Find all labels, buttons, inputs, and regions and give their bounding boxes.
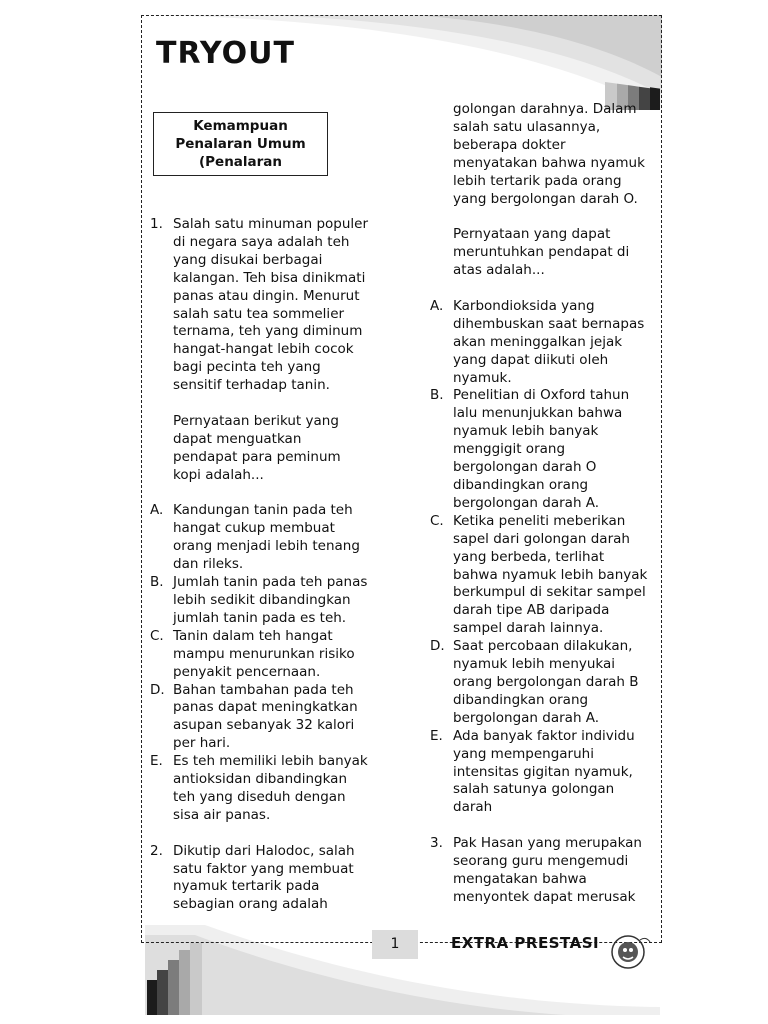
- question-number: 3.: [430, 835, 443, 852]
- option-b[interactable]: [150, 574, 385, 628]
- text-line: Pak Hasan yang merupakan: [453, 835, 642, 852]
- text-line: satu faktor yang membuat: [173, 860, 354, 877]
- text-line: hangat cukup membuat: [173, 520, 335, 537]
- option-d[interactable]: [430, 638, 662, 728]
- text-line: beberapa dokter: [453, 136, 566, 153]
- question-number: 2.: [150, 842, 163, 859]
- text-line: menggigit orang: [453, 441, 566, 458]
- text-line: seorang guru mengemudi: [453, 853, 629, 870]
- text-line: yang bergolongan darah O.: [453, 190, 638, 207]
- text-line: Saat percobaan dilakukan,: [453, 638, 633, 655]
- text-line: menyatakan bahwa nyamuk: [453, 154, 645, 171]
- option-letter: A.: [150, 502, 164, 519]
- text-line: teh yang diseduh dengan: [173, 788, 346, 805]
- prompt-line: atas adalah...: [453, 262, 545, 279]
- section-label-line: Kemampuan: [193, 118, 288, 134]
- text-line: mampu menurunkan risiko: [173, 645, 355, 662]
- option-a[interactable]: [150, 502, 385, 574]
- option-text: [453, 638, 662, 728]
- prompt-line: dapat menguatkan: [173, 430, 302, 447]
- text-line: Jumlah tanin pada teh panas: [173, 574, 368, 591]
- text-line: sebagian orang adalah: [173, 896, 328, 913]
- text-line: jumlah tanin pada es teh.: [173, 609, 347, 626]
- option-text: [453, 387, 662, 512]
- footer-brand: EXTRA PRESTASI: [451, 934, 600, 952]
- text-line: berkumpul di sekitar sampel: [453, 584, 646, 601]
- prompt-line: Pernyataan yang dapat: [453, 226, 611, 243]
- text-line: nyamuk tertarik pada: [173, 878, 320, 895]
- text-line: hangat-hangat lebih cocok: [173, 341, 354, 358]
- right-column: [430, 101, 662, 907]
- text-line: dihembuskan saat bernapas: [453, 315, 645, 332]
- option-e[interactable]: [430, 728, 662, 818]
- prompt-line: pendapat para peminum: [173, 448, 341, 465]
- question-2: [150, 843, 385, 915]
- text-line: mengatakan bahwa: [453, 870, 587, 887]
- text-line: salah satunya golongan: [453, 781, 615, 798]
- text-line: orang menjadi lebih tenang: [173, 538, 360, 555]
- text-line: golongan darahnya. Dalam: [453, 101, 637, 117]
- text-line: dan rileks.: [173, 556, 244, 573]
- page-title: TRYOUT: [156, 36, 295, 71]
- text-line: akan meninggalkan jejak: [453, 333, 623, 350]
- text-line: lalu menunjukkan bahwa: [453, 405, 623, 422]
- text-line: bergolongan darah A.: [453, 709, 600, 726]
- option-letter: B.: [150, 574, 164, 591]
- text-line: di negara saya adalah teh: [173, 233, 350, 250]
- prompt-line: Pernyataan berikut yang: [173, 412, 339, 429]
- option-letter: D.: [430, 638, 445, 655]
- left-column: [150, 216, 385, 914]
- text-line: yang mempengaruhi: [453, 745, 594, 762]
- text-line: Salah satu minuman populer: [173, 216, 369, 232]
- text-line: dibandingkan orang: [453, 477, 589, 493]
- option-letter: A.: [430, 297, 444, 314]
- text-line: orang bergolongan darah B: [453, 673, 639, 690]
- option-text: [173, 753, 385, 825]
- question-stem: [173, 216, 385, 485]
- page-number: 1: [372, 930, 418, 959]
- text-line: Karbondioksida yang: [453, 297, 595, 314]
- section-label-line: Penalaran Umum: [175, 136, 306, 152]
- text-line: Penelitian di Oxford tahun: [453, 387, 630, 404]
- prompt-line: meruntuhkan pendapat di: [453, 244, 630, 261]
- section-label-box: [153, 112, 328, 176]
- text-line: nyamuk lebih banyak: [453, 423, 599, 440]
- option-text: [453, 728, 662, 818]
- text-line: Es teh memiliki lebih banyak: [173, 753, 368, 770]
- option-c[interactable]: [430, 513, 662, 638]
- text-line: bergolongan darah O: [453, 459, 597, 476]
- text-line: yang berbeda, terlihat: [453, 548, 605, 565]
- question-3: [430, 835, 662, 907]
- option-text: [453, 513, 662, 638]
- question-stem: [453, 835, 662, 907]
- text-line: kalangan. Teh bisa dinikmati: [173, 269, 366, 286]
- text-line: Kandungan tanin pada teh: [173, 502, 353, 519]
- text-line: yang dapat diikuti oleh: [453, 351, 609, 368]
- question-stem: [453, 101, 662, 280]
- text-line: lebih tertarik pada orang: [453, 172, 622, 189]
- text-line: bergolongan darah A.: [453, 494, 600, 511]
- option-letter: B.: [430, 387, 444, 404]
- question-number: 1.: [150, 216, 163, 232]
- text-line: Bahan tambahan pada teh: [173, 681, 354, 698]
- text-line: salah satu ulasannya,: [453, 118, 601, 135]
- option-e[interactable]: [150, 753, 385, 825]
- text-line: darah: [453, 799, 493, 816]
- question-stem: [173, 843, 385, 915]
- option-letter: E.: [150, 753, 163, 770]
- option-letter: D.: [150, 681, 165, 698]
- text-line: sapel dari golongan darah: [453, 530, 630, 547]
- text-line: antioksidan dibandingkan: [173, 771, 347, 788]
- prompt-line: kopi adalah...: [173, 466, 264, 483]
- text-line: Ada banyak faktor individu: [453, 727, 635, 744]
- text-line: bagi pecinta teh yang: [173, 359, 321, 376]
- text-line: dibandingkan orang: [453, 691, 589, 708]
- text-line: menyontek dapat merusak: [453, 888, 636, 905]
- option-a[interactable]: [430, 298, 662, 388]
- option-text: [453, 298, 662, 388]
- text-line: Tanin dalam teh hangat: [173, 627, 333, 644]
- text-line: nyamuk lebih menyukai: [453, 656, 616, 673]
- text-line: penyakit pencernaan.: [173, 663, 321, 680]
- text-line: nyamuk.: [453, 369, 512, 386]
- text-line: Dikutip dari Halodoc, salah: [173, 842, 355, 859]
- text-line: ternama, teh yang diminum: [173, 323, 363, 340]
- question-2-continued: [430, 101, 662, 280]
- text-line: asupan sebanyak 32 kalori: [173, 717, 355, 734]
- option-text: [173, 628, 385, 682]
- option-b[interactable]: [430, 387, 662, 512]
- text-line: bahwa nyamuk lebih banyak: [453, 566, 648, 583]
- option-letter: C.: [430, 512, 444, 529]
- option-text: [173, 682, 385, 754]
- text-line: Ketika peneliti meberikan: [453, 512, 626, 529]
- option-letter: C.: [150, 627, 164, 644]
- question-1: [150, 216, 385, 485]
- option-text: [173, 502, 385, 574]
- option-text: [173, 574, 385, 628]
- brand-logo-icon: [608, 930, 652, 974]
- text-line: panas atau dingin. Menurut: [173, 287, 360, 304]
- text-line: sampel darah lainnya.: [453, 620, 604, 637]
- text-line: per hari.: [173, 735, 231, 752]
- option-c[interactable]: [150, 628, 385, 682]
- text-line: sisa air panas.: [173, 806, 271, 823]
- text-line: lebih sedikit dibandingkan: [173, 592, 351, 608]
- section-label-line: (Penalaran: [198, 154, 283, 170]
- text-line: intensitas gigitan nyamuk,: [453, 763, 633, 780]
- text-line: darah tipe AB daripada: [453, 602, 610, 619]
- option-d[interactable]: [150, 682, 385, 754]
- text-line: yang disukai berbagai: [173, 251, 323, 268]
- text-line: panas dapat meningkatkan: [173, 699, 358, 716]
- option-letter: E.: [430, 727, 443, 744]
- text-line: sensitif terhadap tanin.: [173, 377, 330, 394]
- text-line: salah satu tea sommelier: [173, 305, 345, 322]
